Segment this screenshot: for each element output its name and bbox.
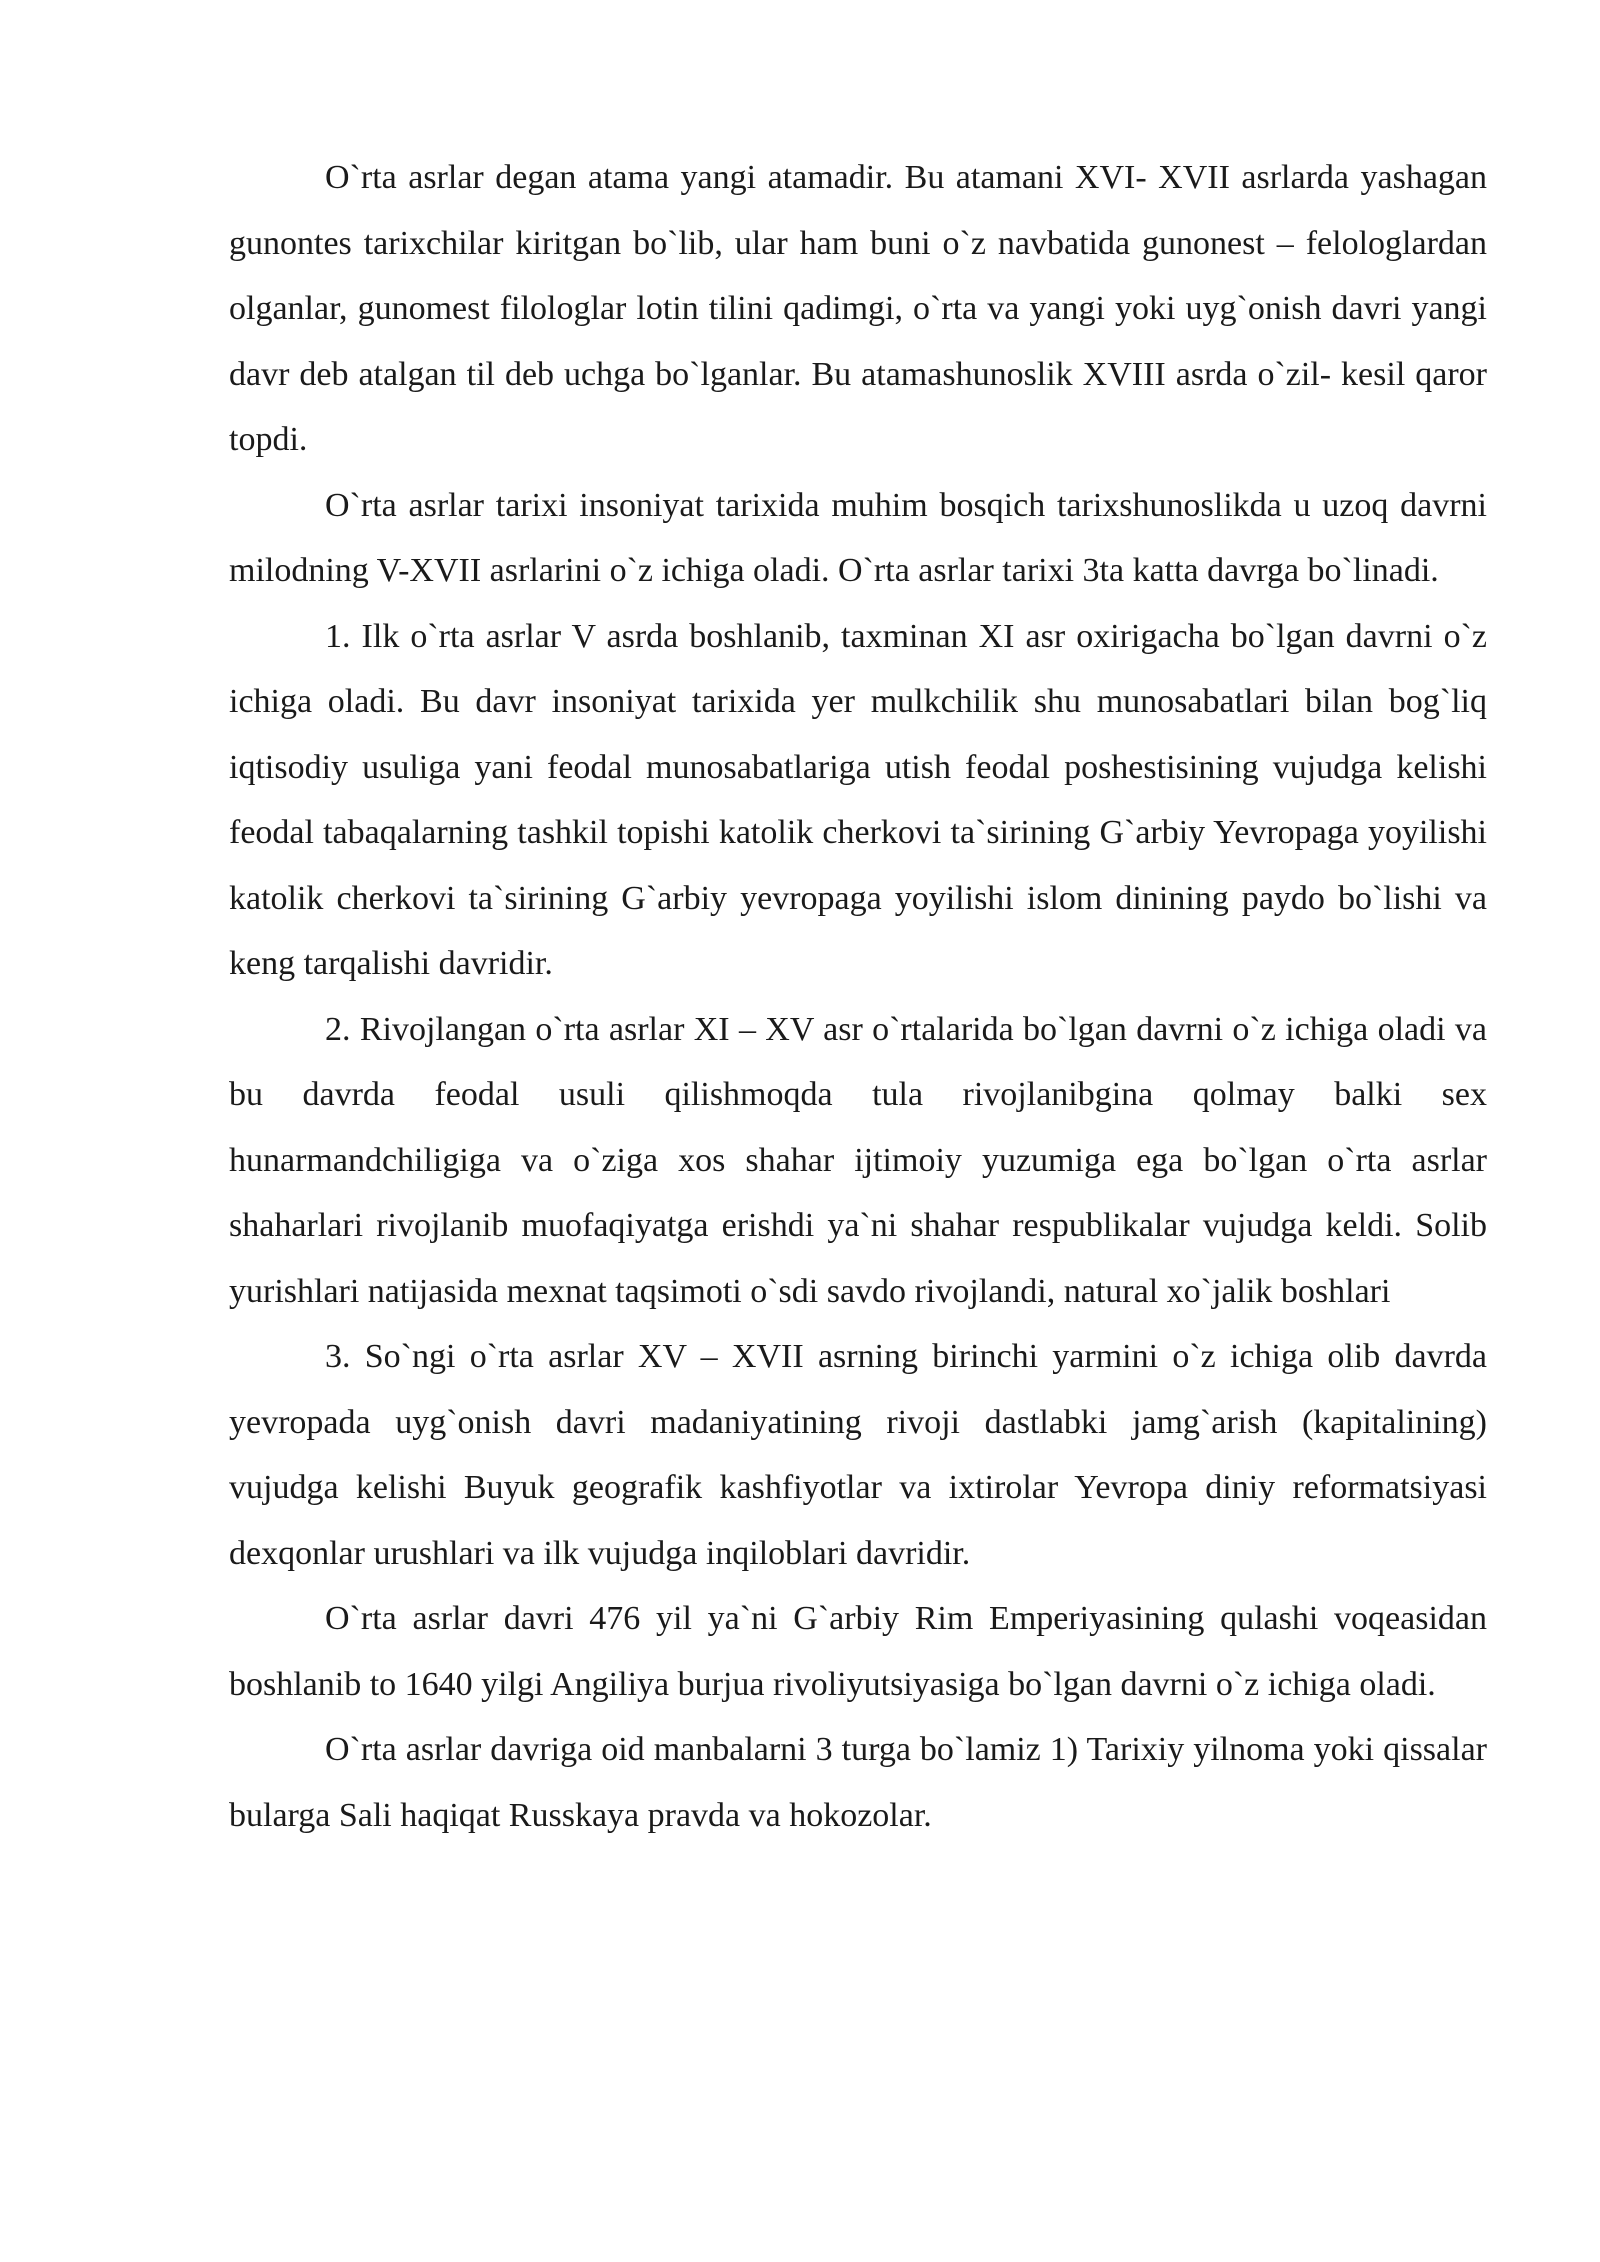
paragraph-early-middle-ages: 1. Ilk o`rta asrlar V asrda boshlanib, taxminan XI asr oxirigacha bo`lgan davrni o`z ichiga oladi. Bu davr insoniyat tarixida yer mulkchilik shu munosabatlari bilan bog`liq iqtisodiy usuliga yani feodal munosabatlariga utish feodal poshestisining vujudga kelishi feodal tabaqalarning tashkil topishi katolik cherkovi ta`sirining G`arbiy Yevropaga yoyilishi katolik cherkovi ta`sirining G`arbiy yevropaga yoyilishi islom dinining paydo bo`lishi va keng tarqalishi davridir. — [229, 617, 1487, 982]
document-page — [229, 145, 1487, 1848]
paragraph-sources: O`rta asrlar davriga oid manbalarni 3 turga bo`lamiz 1) Tarixiy yilnoma yoki qissalar bularga Sali haqiqat Russkaya pravda va hokozolar. — [229, 1731, 1487, 1834]
paragraph-intro: O`rta asrlar degan atama yangi atamadir. Bu atamani XVI- XVII asrlarda yashagan gunontes tarixchilar kiritgan bo`lib, ular ham buni o`z navbatida gunonest – felologlardan olganlar, gunomest filologlar lotin tilini qadimgi, o`rta va yangi yoki uyg`onish davri yangi davr deb atalgan til deb uchga bo`lganlar. Bu atamashunoslik XVIII asrda o`zil- kesil qaror topdi. — [229, 159, 1487, 458]
paragraph-high-middle-ages: 2. Rivojlangan o`rta asrlar XI – XV asr o`rtalarida bo`lgan davrni o`z ichiga oladi va bu davrda feodal usuli qilishmoqda tula rivojlanibgina qolmay balki sex hunarmandchiligiga va o`ziga xos shahar ijtimoiy yuzumiga ega bo`lgan o`rta asrlar shaharlari rivojlanib muofaqiyatga erishdi ya`ni shahar respublikalar vujudga keldi. Solib yurishlari natijasida mexnat taqsimoti o`sdi savdo rivojlandi, natural xo`jalik boshlari — [229, 1010, 1487, 1310]
paragraph-overview: O`rta asrlar tarixi insoniyat tarixida muhim bosqich tarixshunoslikda u uzoq davrni milodning V-XVII asrlarini o`z ichiga oladi. O`rta asrlar tarixi 3ta katta davrga bo`linadi. — [229, 486, 1487, 589]
paragraph-late-middle-ages: 3. So`ngi o`rta asrlar XV – XVII asrning birinchi yarmini o`z ichiga olib davrda yevropada uyg`onish davri madaniyatining rivoji dastlabki jamg`arish (kapitalining) vujudga kelishi Buyuk geografik kashfiyotlar va ixtirolar Yevropa diniy reformatsiyasi dexqonlar urushlari va ilk vujudga inqiloblari davridir. — [229, 1338, 1487, 1572]
paragraph-period-span: O`rta asrlar davri 476 yil ya`ni G`arbiy Rim Emperiyasining qulashi voqeasidan boshlanib to 1640 yilgi Angiliya burjua rivoliyutsiyasiga bo`lgan davrni o`z ichiga oladi. — [229, 1600, 1487, 1703]
